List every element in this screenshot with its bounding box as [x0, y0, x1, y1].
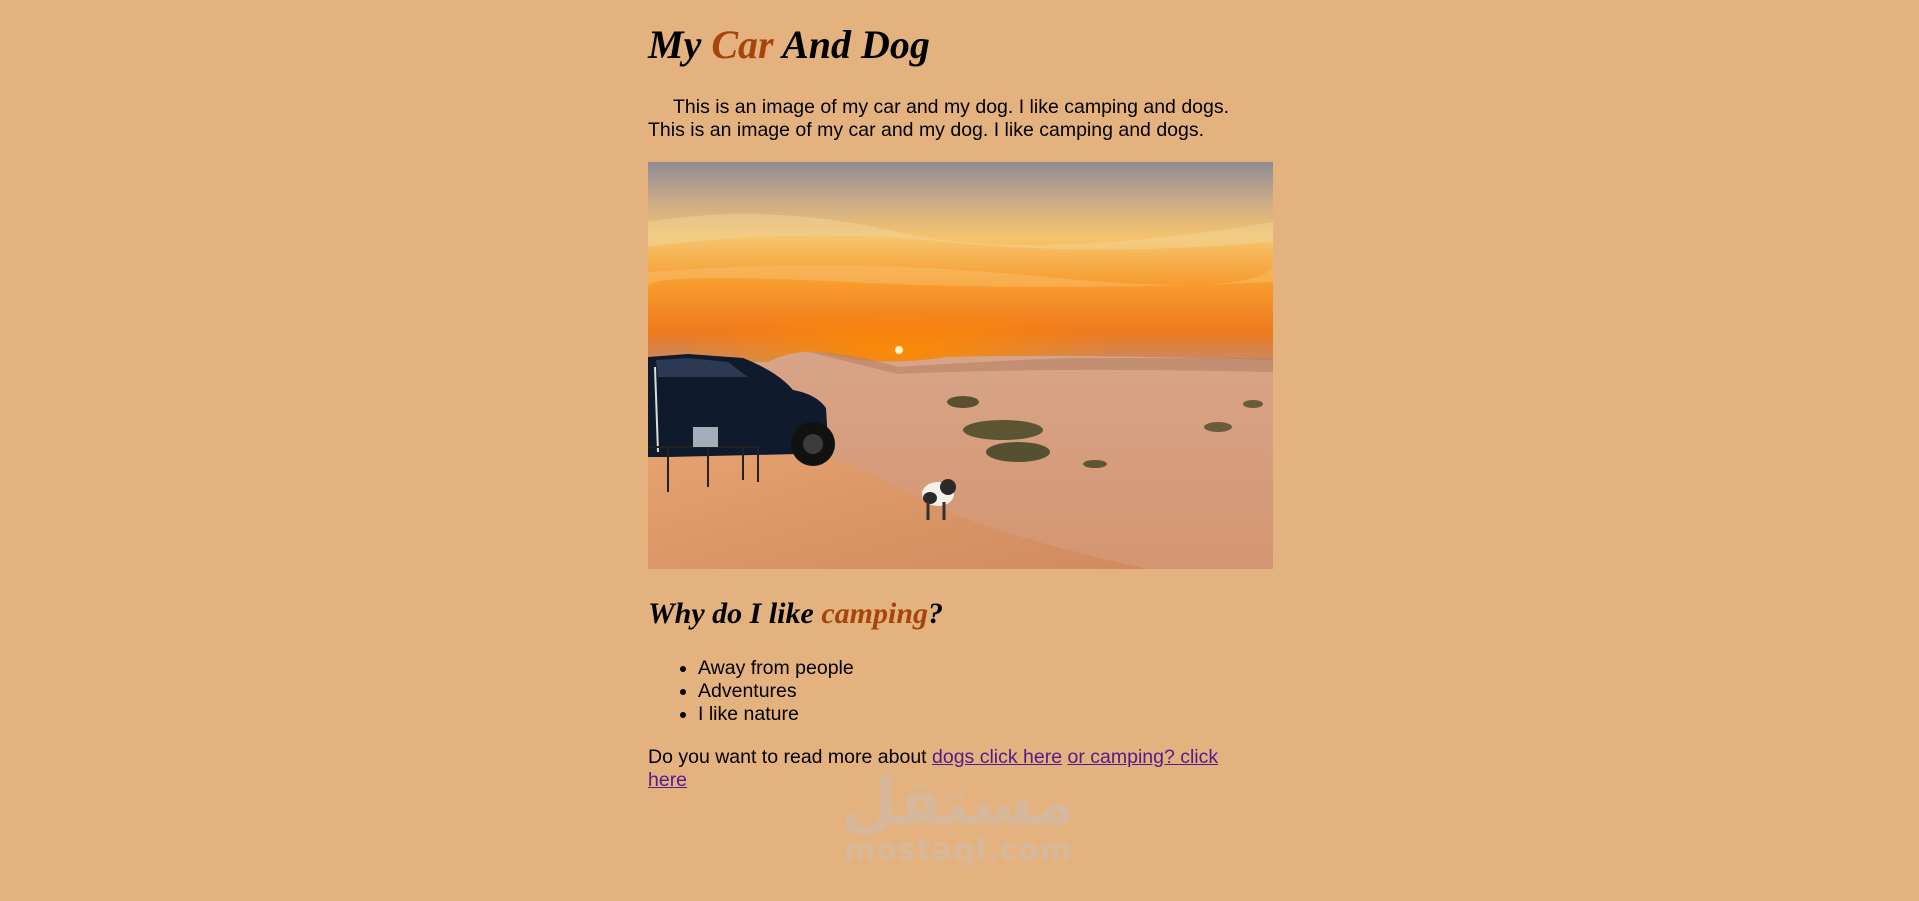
title-text-2: And Dog — [773, 22, 930, 67]
heading-text-2: ? — [928, 597, 944, 630]
list-item: • I like nature — [698, 703, 854, 726]
car-and-dog-photo — [648, 162, 1273, 569]
list-item: • Adventures — [698, 680, 854, 703]
title-accent: Car — [711, 22, 774, 67]
intro-line-1: This is an image of my car and my dog. I like camping and dogs. — [673, 96, 1230, 118]
heading-text-1: Why do I like — [648, 597, 822, 630]
intro-line-2: This is an image of my car and my dog. I like camping and dogs. — [648, 119, 1205, 141]
watermark-latin: mostaql.com — [843, 833, 1073, 868]
read-more-prefix: Do you want to read more about — [648, 746, 932, 768]
section-heading — [648, 596, 943, 632]
watermark-logo — [838, 766, 1078, 868]
title-text-1: My — [648, 22, 712, 67]
camping-link[interactable]: or camping? click here — [648, 746, 1219, 791]
list-item: • Away from people — [698, 657, 854, 680]
heading-accent: camping — [821, 597, 929, 630]
dogs-link[interactable]: dogs click here — [932, 746, 1063, 768]
intro-paragraph — [648, 96, 1268, 142]
page-title — [648, 22, 930, 68]
watermark-arabic: مستقل — [840, 766, 1076, 840]
reasons-list — [648, 657, 854, 726]
